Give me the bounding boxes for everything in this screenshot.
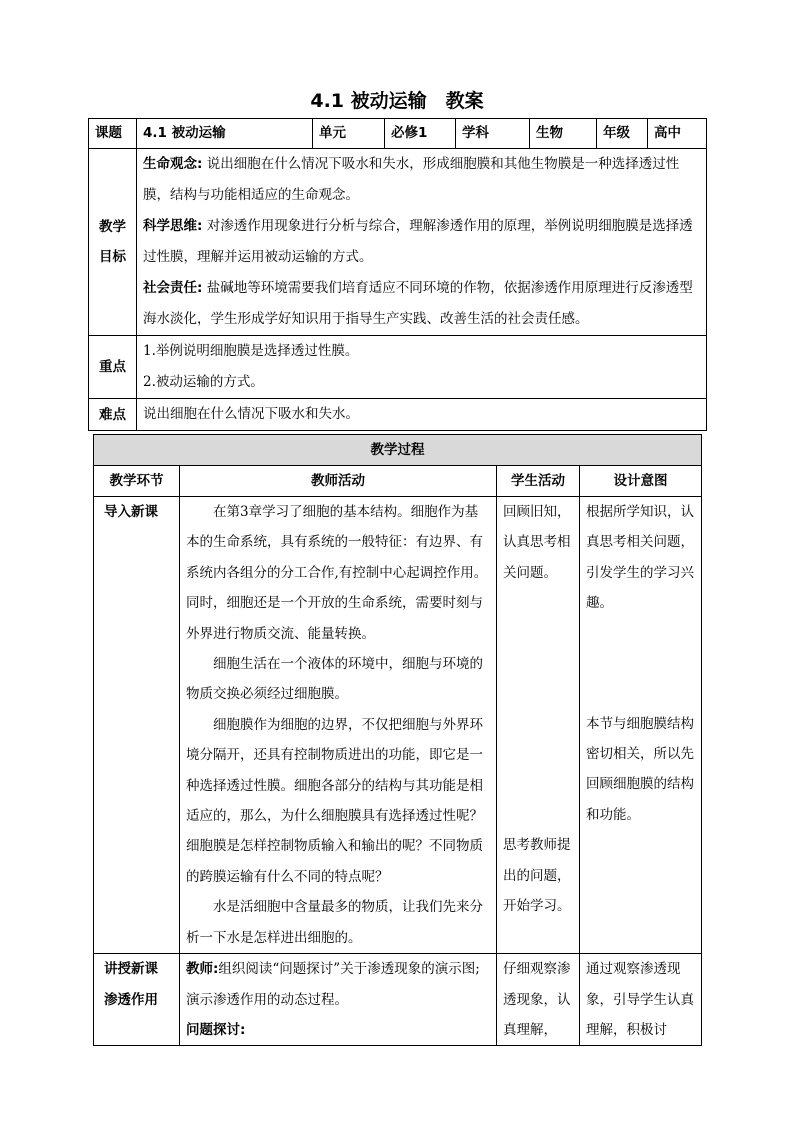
intent-text: 本节与细胞膜结构密切相关，所以先回顾细胞膜的结构和功能。: [586, 715, 694, 823]
grade-value: 高中: [648, 119, 707, 149]
teacher-activity: [180, 497, 497, 954]
intent-text: 根据所学知识，认真思考相关问题，引发学生的学习兴趣。: [586, 504, 694, 612]
grade-label: 年级: [597, 119, 648, 149]
column-header: 设计意图: [580, 466, 702, 497]
column-header: 教师活动: [180, 466, 497, 497]
objective-item: 社会责任: 盐碱地等环境需要我们培育适应不同环境的作物，依据渗透作用原理进行反渗透型海水淡化，学生形成学好知识用于指导生产实践、改善生活的社会责任感。: [143, 280, 693, 327]
paragraph: 细胞生活在一个液体的环境中，细胞与环境的物质交换必须经过细胞膜。: [186, 656, 483, 703]
intro-row: [94, 497, 702, 954]
difficulty-label: 难点: [89, 399, 137, 431]
design-intent: 通过观察渗透现象，引导学生认真理解，积极讨: [580, 954, 702, 1046]
lecture-row: [94, 954, 702, 1046]
student-text: 思考教师提出的问题，开始学习。: [503, 837, 571, 915]
difficulty-content: 说出细胞在什么情况下吸水和失水。: [137, 399, 707, 431]
paragraph: 教师:组织阅读“问题探讨”关于渗透现象的演示图;演示渗透作用的动态过程。: [186, 961, 480, 1008]
document-title: 4.1 被动运输 教案: [310, 90, 484, 112]
unit-value: 必修1: [385, 119, 456, 149]
paragraph: 水是活细胞中含量最多的物质，让我们先来分析一下水是怎样进出细胞的。: [186, 899, 483, 946]
key-points-row: [89, 336, 707, 399]
header-row: [89, 119, 707, 149]
objectives-content: [137, 149, 707, 336]
paragraph: 问题探讨:: [186, 1021, 246, 1038]
difficulty-row: [89, 399, 707, 431]
column-header-row: [94, 466, 702, 497]
course-value: 4.1 被动运输: [137, 119, 313, 149]
teaching-process-table: [93, 434, 702, 1046]
stage-cell: 讲授新课 渗透作用: [94, 954, 180, 1046]
objective-item: 科学思维: 对渗透作用现象进行分析与综合，理解渗透作用的原理，举例说明细胞膜是选择透过性膜，理解并运用被动运输的方式。: [143, 218, 693, 265]
objectives-row: [89, 149, 707, 336]
paragraph: 细胞膜作为细胞的边界，不仅把细胞与外界环境分隔开，还具有控制物质进出的功能，即它是一种选择透过性膜。细胞各部分的结构与其功能是相适应的，那么，为什么细胞膜具有选择透过性呢？细胞膜是怎样控制物质输入和输出的呢？不同物质的跨膜运输有什么不同的特点呢？: [186, 716, 483, 885]
teacher-activity: [180, 954, 497, 1046]
student-activity: 仔细观察渗透现象，认真理解，: [497, 954, 580, 1046]
student-text: 回顾旧知，认真思考相关问题。: [503, 504, 571, 581]
course-label: 课题: [89, 119, 137, 149]
paragraph: 在第3章学习了细胞的基本结构。细胞作为基本的生命系统，具有系统的一般特征：有边界、有系统内各组分的分工合作,有控制中心起调控作用。同时，细胞还是一个开放的生命系统，需要时刻与外界进行物质交流、能量转换。: [186, 504, 488, 642]
key-point-item: 1.举例说明细胞膜是选择透过性膜。: [143, 343, 359, 359]
unit-label: 单元: [313, 119, 385, 149]
student-activity: [497, 497, 580, 954]
key-points-label: 重点: [89, 336, 137, 399]
design-intent: [580, 497, 702, 954]
column-header: 教学环节: [94, 466, 180, 497]
objectives-label: 教学目标: [89, 149, 137, 336]
key-points-content: [137, 336, 707, 399]
subject-value: 生物: [530, 119, 597, 149]
subject-label: 学科: [456, 119, 530, 149]
column-header: 学生活动: [497, 466, 580, 497]
objective-item: 生命观念: 说出细胞在什么情况下吸水和失水，形成细胞膜和其他生物膜是一种选择透过性膜，结构与功能相适应的生命观念。: [143, 156, 680, 203]
lesson-info-table: [88, 118, 707, 431]
process-title: 教学过程: [94, 435, 702, 466]
process-title-row: [94, 435, 702, 466]
key-point-item: 2.被动运输的方式。: [143, 374, 264, 390]
stage-cell: 导入新课: [94, 497, 180, 954]
